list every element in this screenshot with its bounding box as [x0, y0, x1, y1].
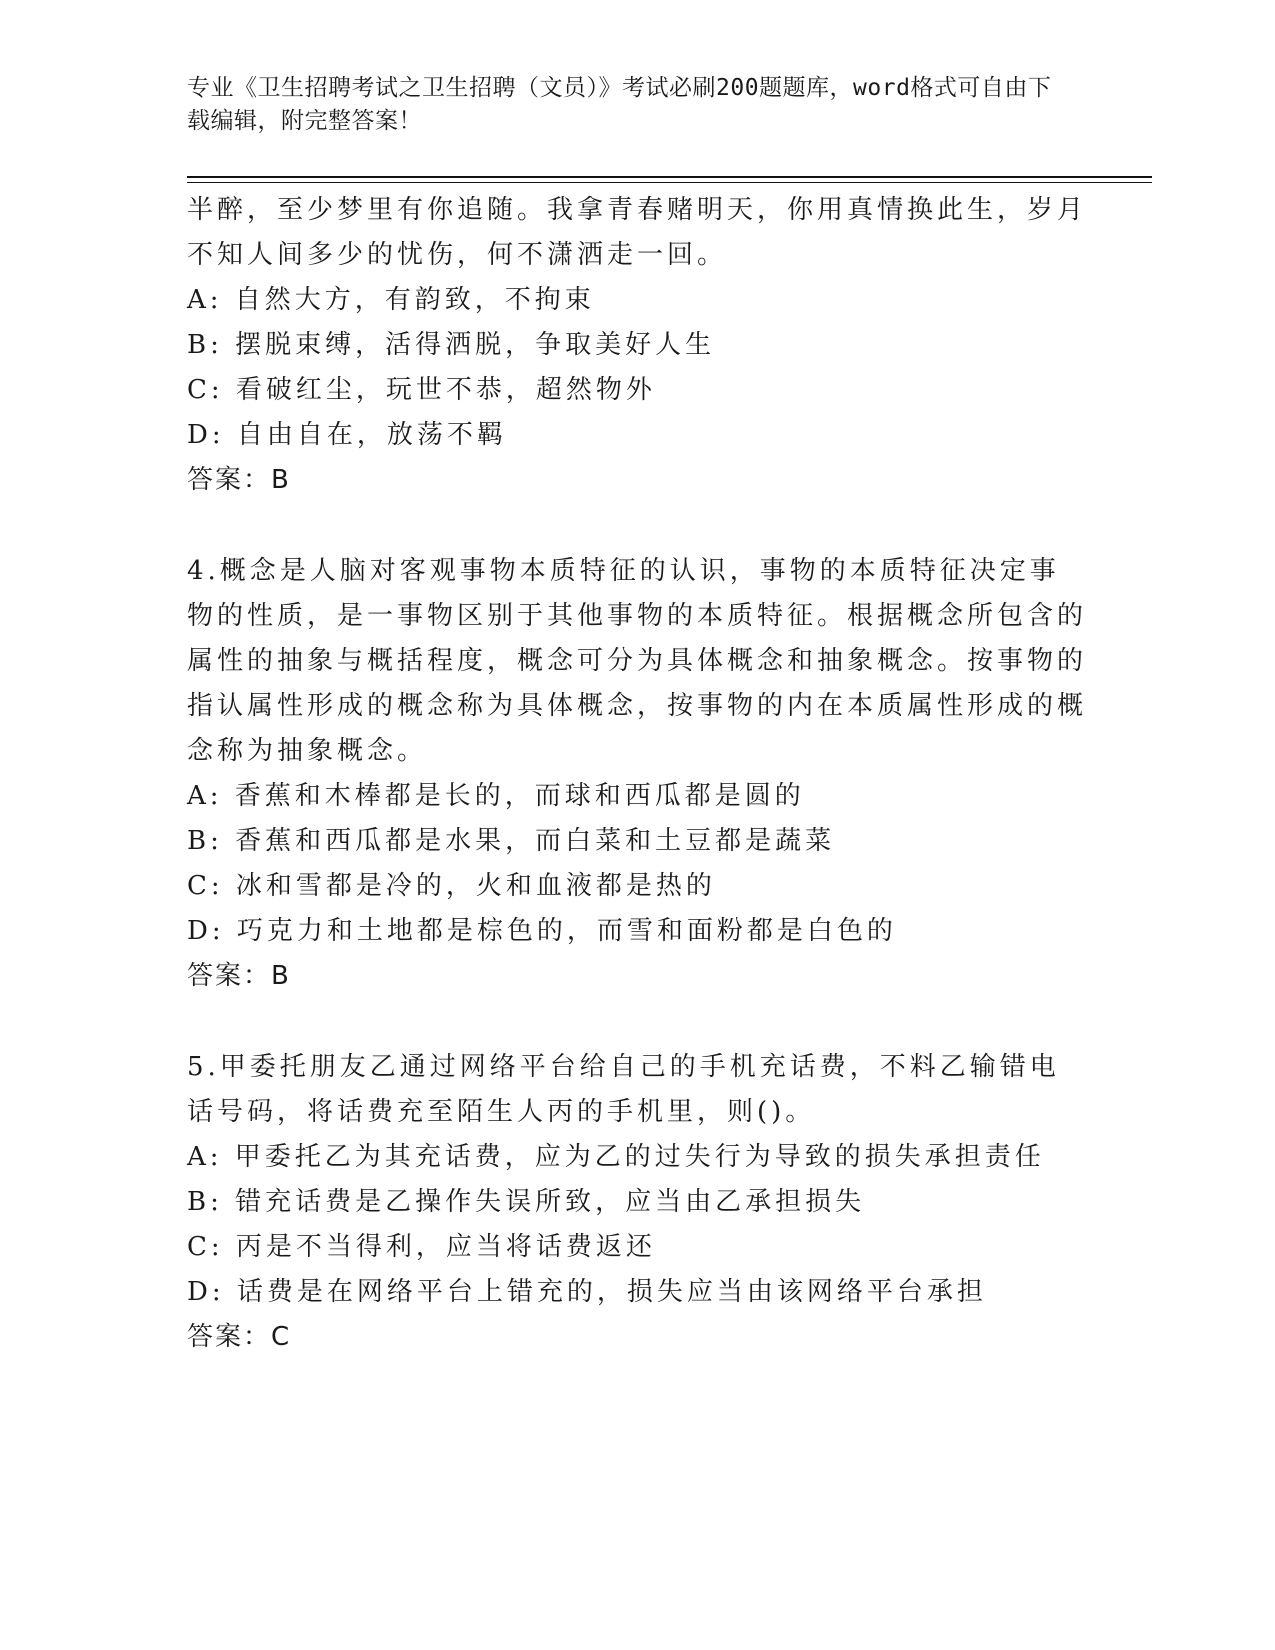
option-c: C: 看破红尘，玩世不恭，超然物外: [187, 375, 656, 405]
answer-line: 答案：B: [187, 465, 291, 495]
option-d: D: 巧克力和土地都是棕色的，而雪和面粉都是白色的: [187, 916, 897, 946]
option-a: A: 自然大方，有韵致，不拘束: [187, 285, 595, 315]
header-rule-thin: [187, 182, 1152, 183]
question-item: [187, 188, 1087, 503]
option-d: D: 话费是在网络平台上错充的，损失应当由该网络平台承担: [187, 1277, 987, 1307]
question-stem: 4.概念是人脑对客观事物本质特征的认识，事物的本质特征决定事物的性质，是一事物区别于其他事物的本质特征。根据概念所包含的属性的抽象与概括程度，概念可分为具体概念和抽象概念。按事物的指认属性形成的概念称为具体概念，按事物的内在本质属性形成的概念称为抽象概念。: [187, 556, 1088, 766]
answer-line: 答案：B: [187, 961, 291, 991]
option-c: C: 冰和雪都是冷的，火和血液都是热的: [187, 871, 716, 901]
answer-line: 答案：C: [187, 1322, 292, 1352]
header-rule-thick: [187, 176, 1152, 178]
option-c: C: 丙是不当得利，应当将话费返还: [187, 1232, 656, 1262]
option-a: A: 甲委托乙为其充话费，应为乙的过失行为导致的损失承担责任: [187, 1142, 1045, 1172]
question-stem: 半醉，至少梦里有你追随。我拿青春赌明天，你用真情换此生，岁月不知人间多少的忧伤，何不潇洒走一回。: [187, 195, 1088, 270]
option-b: B: 香蕉和西瓜都是水果，而白菜和土豆都是蔬菜: [187, 826, 836, 856]
question-item: [187, 549, 1087, 999]
question-stem: 5.甲委托朋友乙通过网络平台给自己的手机充话费，不料乙输错电话号码，将话费充至陌生人丙的手机里，则()。: [187, 1052, 1060, 1127]
document-header: 专业《卫生招聘考试之卫生招聘（文员）》考试必刷200题题库，word格式可自由下载编辑，附完整答案！: [187, 75, 1052, 134]
option-d: D: 自由自在，放荡不羁: [187, 420, 507, 450]
option-b: B: 错充话费是乙操作失误所致，应当由乙承担损失: [187, 1187, 866, 1217]
option-a: A: 香蕉和木棒都是长的，而球和西瓜都是圆的: [187, 781, 805, 811]
question-item: [187, 1045, 1087, 1360]
option-b: B: 摆脱束缚，活得洒脱，争取美好人生: [187, 330, 716, 360]
document-body: [187, 188, 1087, 1360]
